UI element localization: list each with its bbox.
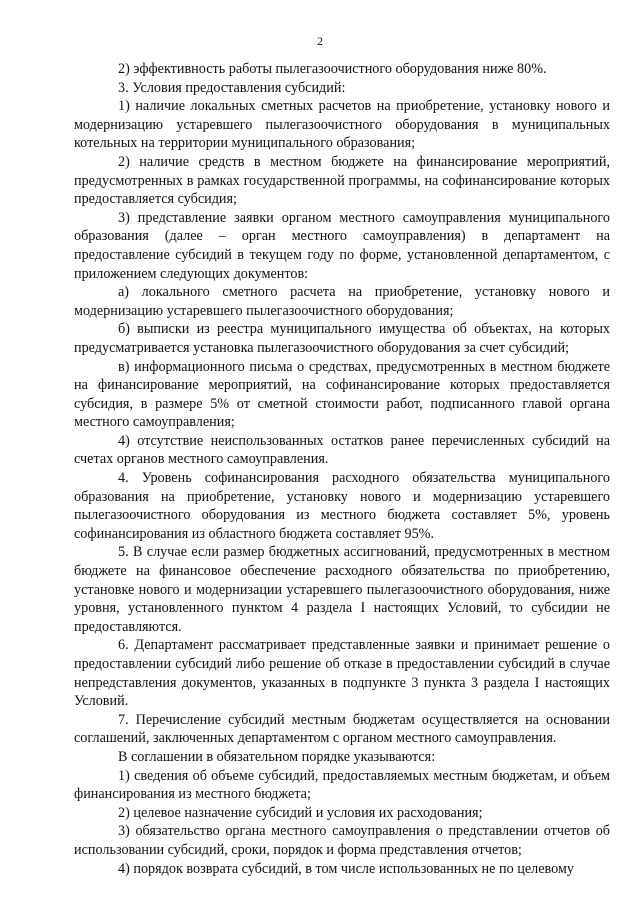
document-body: [74, 60, 610, 878]
paragraph: 5. В случае если размер бюджетных ассигнований, предусмотренных в местном бюджете на финансовое обеспечение расходного обязательства по приобретению, установке нового и модернизации устаревшего пылегазоочистного оборудования, ниже уровня, установленного пунктом 4 раздела I настоящих Условий, то субсидии не предоставляются.: [74, 544, 610, 635]
paragraph: б) выписки из реестра муниципального имущества об объектах, на которых предусматривается установка пылегазоочистного оборудования за счет субсидий;: [74, 321, 610, 356]
paragraph: В соглашении в обязательном порядке указываются:: [118, 748, 436, 765]
paragraph: 3) представление заявки органом местного самоуправления муниципального образования (далее – орган местного самоуправления) в департамент на предоставление субсидий в текущем году по форме, установленной департаментом, с приложением следующих документов:: [74, 209, 610, 282]
paragraph: 1) наличие локальных сметных расчетов на приобретение, установку нового и модернизацию устаревшего пылегазоочистного оборудования в муниципальных котельных на территории муниципального образования;: [74, 98, 610, 152]
paragraph: 1) сведения об объеме субсидий, предоставляемых местным бюджетам, и объем финансирования из местного бюджета;: [74, 767, 610, 803]
paragraph: 7. Перечисление субсидий местным бюджетам осуществляется на основании соглашений, заключенных департаментом с органом местного самоуправления.: [74, 711, 610, 747]
paragraph: 4) порядок возврата субсидий, в том числе использованных не по целевому: [118, 860, 574, 877]
paragraph: 2) наличие средств в местном бюджете на финансирование мероприятий, предусмотренных в рамках государственной программы, на софинансирование которых предоставляется субсидия;: [74, 153, 610, 208]
paragraph: в) информационного письма о средствах, предусмотренных в местном бюджете на финансирование мероприятий, на софинансирование которых предоставляется субсидия, в размере 5% от сметной стоимости работ, подписанного главой органа местного самоуправления;: [74, 358, 610, 431]
paragraph: 4. Уровень софинансирования расходного обязательства муниципального образования на приобретение, установку нового и модернизацию устаревшего пылегазоочистного оборудования из местного бюджета составляет 5%, уровень софинансирования из областного бюджета составляет 95%.: [74, 470, 610, 542]
page-number: 2: [317, 34, 323, 48]
paragraph: 2) эффективность работы пылегазоочистного оборудования ниже 80%.: [118, 61, 547, 77]
paragraph: а) локального сметного расчета на приобретение, установку нового и модернизацию устаревшего пылегазоочистного оборудования;: [74, 284, 610, 319]
paragraph: 6. Департамент рассматривает представленные заявки и принимает решение о предоставлении субсидий либо решение об отказе в предоставлении субсидий в случае непредставления документов, указанных в подпункте 3 пункта 3 раздела I настоящих Условий.: [74, 637, 610, 710]
paragraph: 3. Условия предоставления субсидий:: [118, 79, 346, 96]
paragraph: 2) целевое назначение субсидий и условия их расходования;: [118, 804, 483, 821]
paragraph: 3) обязательство органа местного самоуправления о представлении отчетов об использовании субсидий, сроки, порядок и форма представления отчетов;: [74, 823, 610, 858]
paragraph: 4) отсутствие неиспользованных остатков ранее перечисленных субсидий на счетах органов местного самоуправления.: [74, 432, 610, 468]
